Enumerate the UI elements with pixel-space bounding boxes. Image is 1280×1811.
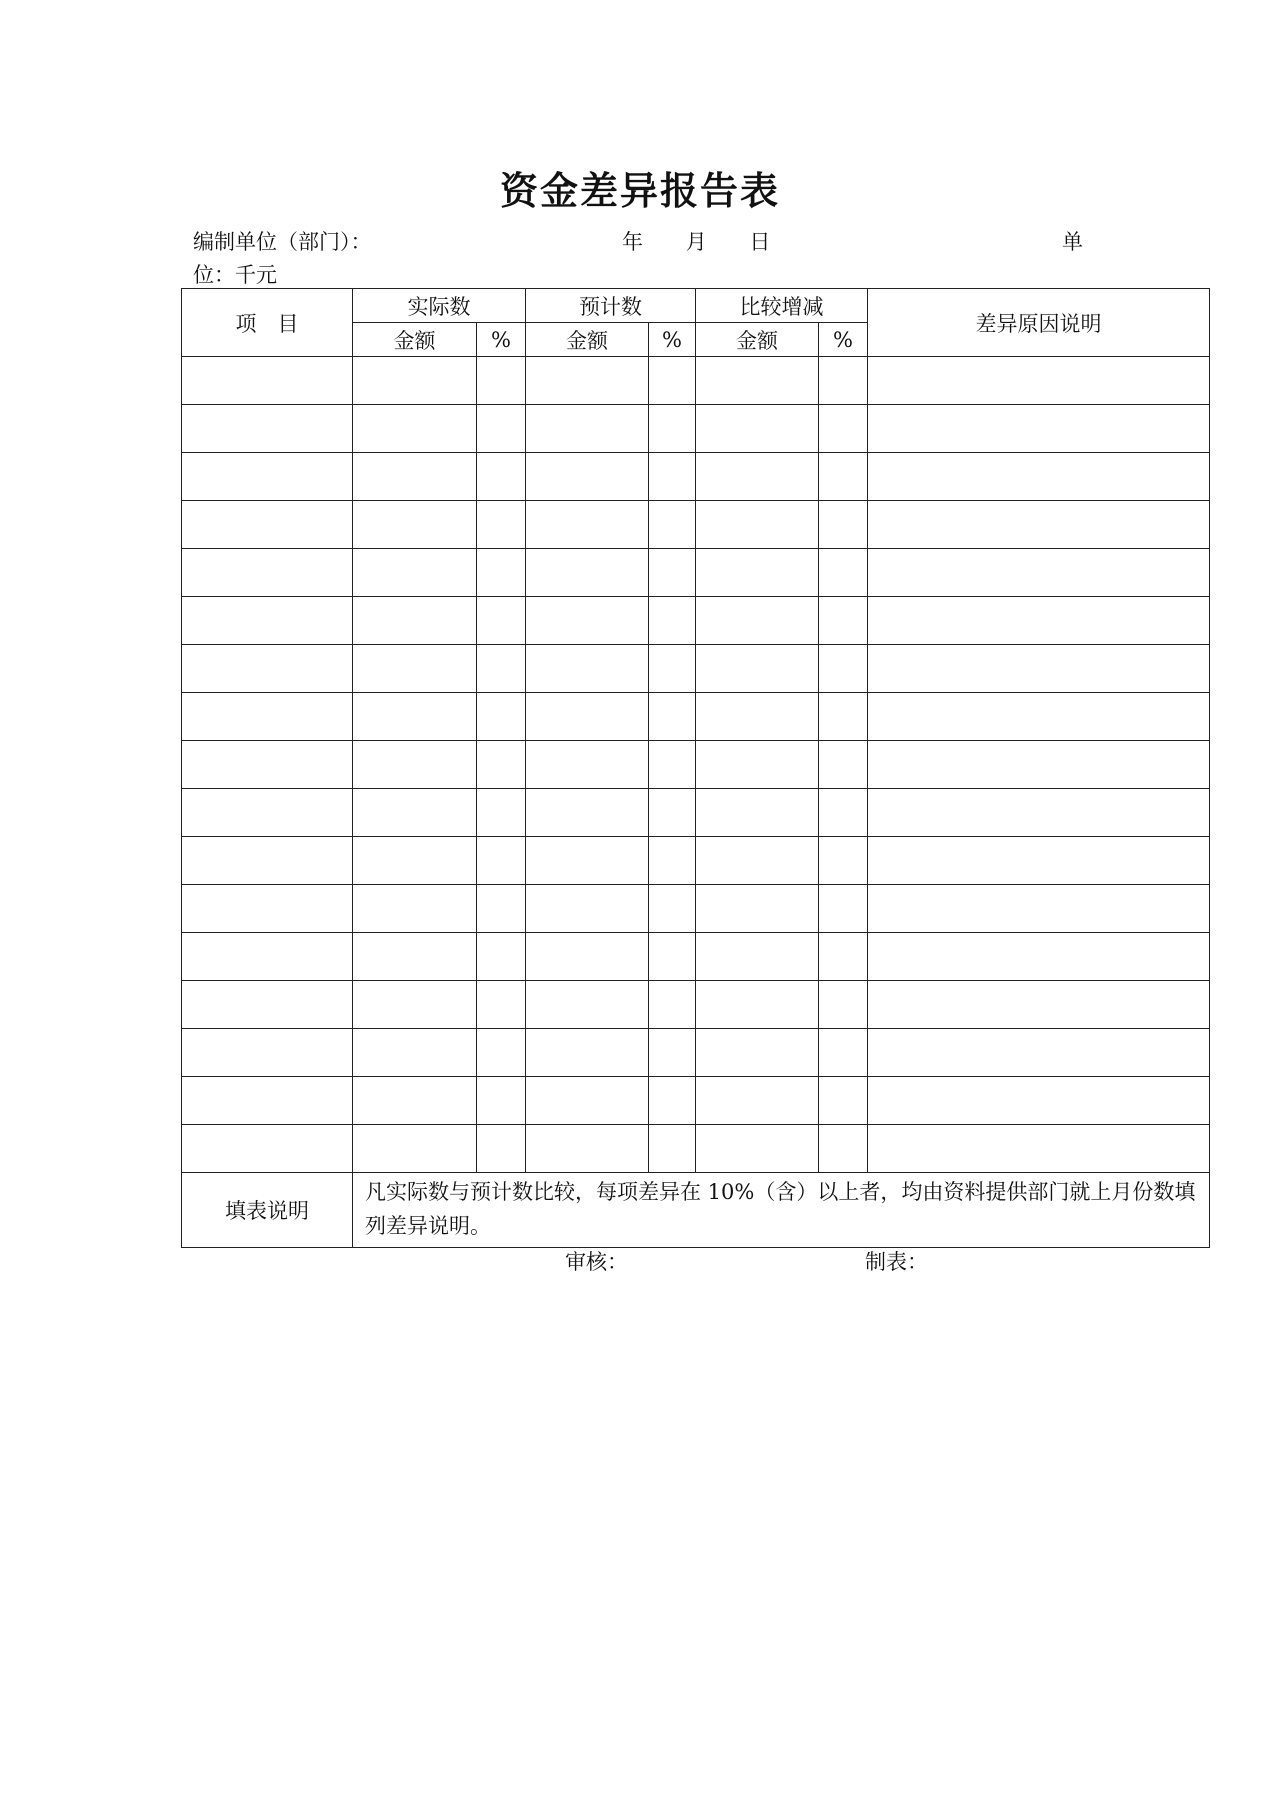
cell-item[interactable] [182,453,353,501]
cell-actual-percent[interactable] [477,693,526,741]
cell-compare-amount[interactable] [696,597,819,645]
cell-reason[interactable] [868,1077,1210,1125]
cell-actual-amount[interactable] [353,789,477,837]
cell-compare-percent[interactable] [819,837,868,885]
cell-budget-percent[interactable] [649,357,696,405]
cell-compare-amount[interactable] [696,357,819,405]
cell-item[interactable] [182,549,353,597]
table-row [182,885,1210,933]
cell-item[interactable] [182,789,353,837]
cell-reason[interactable] [868,837,1210,885]
cell-compare-percent[interactable] [819,981,868,1029]
cell-budget-amount[interactable] [526,837,649,885]
cell-compare-percent[interactable] [819,741,868,789]
variance-report-table [181,288,1210,1248]
cell-compare-amount[interactable] [696,693,819,741]
cell-budget-percent[interactable] [649,1029,696,1077]
cell-reason[interactable] [868,693,1210,741]
page-title: 资金差异报告表 [499,169,780,213]
review-label: 审核： [565,1250,628,1274]
cell-actual-amount[interactable] [353,1125,477,1173]
cell-compare-amount[interactable] [696,837,819,885]
header-budget-percent: % [649,323,696,357]
date-day-label: 日 [749,230,771,254]
cell-reason[interactable] [868,1125,1210,1173]
header-compare-amount: 金额 [696,323,819,357]
cell-reason[interactable] [868,405,1210,453]
note-text: 凡实际数与预计数比较，每项差异在 10%（含）以上者，均由资料提供部门就上月份数填列差异说明。 [353,1173,1210,1248]
table-row [182,501,1210,549]
cell-budget-amount[interactable] [526,885,649,933]
cell-compare-amount[interactable] [696,1125,819,1173]
table-row [182,981,1210,1029]
cell-budget-amount[interactable] [526,501,649,549]
cell-budget-percent[interactable] [649,741,696,789]
cell-item[interactable] [182,741,353,789]
table-row [182,405,1210,453]
cell-compare-percent[interactable] [819,933,868,981]
table-row [182,453,1210,501]
cell-compare-percent[interactable] [819,405,868,453]
cell-actual-percent[interactable] [477,453,526,501]
cell-budget-amount[interactable] [526,597,649,645]
cell-reason[interactable] [868,645,1210,693]
cell-compare-percent[interactable] [819,1077,868,1125]
cell-budget-percent[interactable] [649,981,696,1029]
table-row [182,597,1210,645]
cell-budget-percent[interactable] [649,693,696,741]
header-actual-percent: % [477,323,526,357]
cell-actual-amount[interactable] [353,549,477,597]
cell-budget-amount[interactable] [526,645,649,693]
cell-actual-amount[interactable] [353,933,477,981]
header-reason: 差异原因说明 [868,289,1210,357]
cell-actual-percent[interactable] [477,837,526,885]
cell-budget-percent[interactable] [649,645,696,693]
header-actual: 实际数 [353,289,526,323]
cell-actual-amount[interactable] [353,501,477,549]
cell-budget-percent[interactable] [649,1077,696,1125]
cell-compare-amount[interactable] [696,789,819,837]
cell-actual-percent[interactable] [477,645,526,693]
table-row [182,1125,1210,1173]
cell-compare-percent[interactable] [819,693,868,741]
cell-compare-amount[interactable] [696,501,819,549]
cell-reason[interactable] [868,597,1210,645]
table-row [182,837,1210,885]
cell-reason[interactable] [868,501,1210,549]
header-compare-percent: % [819,323,868,357]
table-row [182,645,1210,693]
cell-item[interactable] [182,1125,353,1173]
cell-budget-amount[interactable] [526,405,649,453]
cell-item[interactable] [182,597,353,645]
cell-reason[interactable] [868,933,1210,981]
table-row [182,549,1210,597]
cell-actual-percent[interactable] [477,357,526,405]
note-label: 填表说明 [182,1173,353,1248]
cell-actual-percent[interactable] [477,789,526,837]
table-row [182,933,1210,981]
cell-reason[interactable] [868,741,1210,789]
header-row-1 [182,289,1210,323]
cell-budget-percent[interactable] [649,405,696,453]
cell-item[interactable] [182,405,353,453]
date-year-label: 年 [622,230,643,254]
cell-item[interactable] [182,645,353,693]
cell-budget-percent[interactable] [649,789,696,837]
cell-actual-percent[interactable] [477,1029,526,1077]
cell-compare-percent[interactable] [819,645,868,693]
cell-compare-percent[interactable] [819,885,868,933]
cell-reason[interactable] [868,789,1210,837]
cell-actual-percent[interactable] [477,741,526,789]
header-budget: 预计数 [526,289,696,323]
cell-actual-amount[interactable] [353,981,477,1029]
table-row [182,741,1210,789]
cell-budget-amount[interactable] [526,981,649,1029]
cell-reason[interactable] [868,1029,1210,1077]
cell-actual-percent[interactable] [477,933,526,981]
cell-actual-amount[interactable] [353,405,477,453]
cell-budget-amount[interactable] [526,549,649,597]
cell-budget-amount[interactable] [526,789,649,837]
note-row [182,1173,1210,1248]
cell-reason[interactable] [868,453,1210,501]
cell-item[interactable] [182,357,353,405]
cell-budget-percent[interactable] [649,933,696,981]
header-compare: 比较增减 [696,289,868,323]
cell-actual-amount[interactable] [353,693,477,741]
header-budget-amount: 金额 [526,323,649,357]
cell-actual-percent[interactable] [477,405,526,453]
cell-compare-amount[interactable] [696,981,819,1029]
cell-budget-percent[interactable] [649,549,696,597]
cell-compare-percent[interactable] [819,597,868,645]
cell-actual-amount[interactable] [353,741,477,789]
table-row [182,1029,1210,1077]
cell-actual-amount[interactable] [353,885,477,933]
cell-actual-amount[interactable] [353,1077,477,1125]
cell-budget-amount[interactable] [526,1077,649,1125]
cell-item[interactable] [182,1029,353,1077]
cell-compare-percent[interactable] [819,357,868,405]
cell-reason[interactable] [868,885,1210,933]
cell-budget-percent[interactable] [649,885,696,933]
cell-actual-percent[interactable] [477,981,526,1029]
cell-budget-percent[interactable] [649,837,696,885]
cell-budget-percent[interactable] [649,501,696,549]
cell-actual-amount[interactable] [353,1029,477,1077]
cell-budget-percent[interactable] [649,597,696,645]
cell-budget-amount[interactable] [526,1029,649,1077]
cell-budget-amount[interactable] [526,741,649,789]
cell-item[interactable] [182,837,353,885]
cell-actual-amount[interactable] [353,645,477,693]
cell-item[interactable] [182,933,353,981]
cell-compare-amount[interactable] [696,549,819,597]
cell-compare-amount[interactable] [696,885,819,933]
cell-item[interactable] [182,1077,353,1125]
cell-compare-amount[interactable] [696,405,819,453]
cell-budget-percent[interactable] [649,453,696,501]
org-label: 编制单位（部门）： [193,230,372,254]
date-line [622,226,770,256]
unit-label-head: 单 [1062,230,1083,254]
cell-budget-amount[interactable] [526,693,649,741]
cell-compare-percent[interactable] [819,1029,868,1077]
prepared-by-label: 制表： [865,1250,928,1274]
cell-budget-amount[interactable] [526,933,649,981]
cell-budget-amount[interactable] [526,1125,649,1173]
cell-compare-amount[interactable] [696,741,819,789]
cell-item[interactable] [182,885,353,933]
cell-item[interactable] [182,693,353,741]
cell-budget-amount[interactable] [526,357,649,405]
cell-actual-percent[interactable] [477,1077,526,1125]
cell-actual-percent[interactable] [477,597,526,645]
table-row [182,693,1210,741]
cell-budget-percent[interactable] [649,1125,696,1173]
cell-compare-percent[interactable] [819,789,868,837]
table-row [182,357,1210,405]
cell-compare-percent[interactable] [819,453,868,501]
cell-actual-amount[interactable] [353,453,477,501]
cell-item[interactable] [182,981,353,1029]
cell-compare-amount[interactable] [696,933,819,981]
cell-item[interactable] [182,501,353,549]
table-row [182,789,1210,837]
cell-actual-amount[interactable] [353,597,477,645]
cell-reason[interactable] [868,981,1210,1029]
table-row [182,1077,1210,1125]
cell-reason[interactable] [868,549,1210,597]
cell-compare-amount[interactable] [696,1029,819,1077]
cell-actual-percent[interactable] [477,1125,526,1173]
cell-actual-percent[interactable] [477,549,526,597]
cell-compare-percent[interactable] [819,1125,868,1173]
cell-reason[interactable] [868,357,1210,405]
cell-compare-percent[interactable] [819,549,868,597]
cell-compare-amount[interactable] [696,453,819,501]
date-month-label: 月 [685,230,707,254]
table-body [182,357,1210,1248]
cell-actual-amount[interactable] [353,357,477,405]
header-actual-amount: 金额 [353,323,477,357]
cell-compare-amount[interactable] [696,1077,819,1125]
cell-compare-amount[interactable] [696,645,819,693]
header-item: 项 目 [182,289,353,357]
cell-actual-amount[interactable] [353,837,477,885]
cell-budget-amount[interactable] [526,453,649,501]
cell-compare-percent[interactable] [819,501,868,549]
unit-label-tail: 位：千元 [193,263,277,287]
cell-actual-percent[interactable] [477,501,526,549]
cell-actual-percent[interactable] [477,885,526,933]
